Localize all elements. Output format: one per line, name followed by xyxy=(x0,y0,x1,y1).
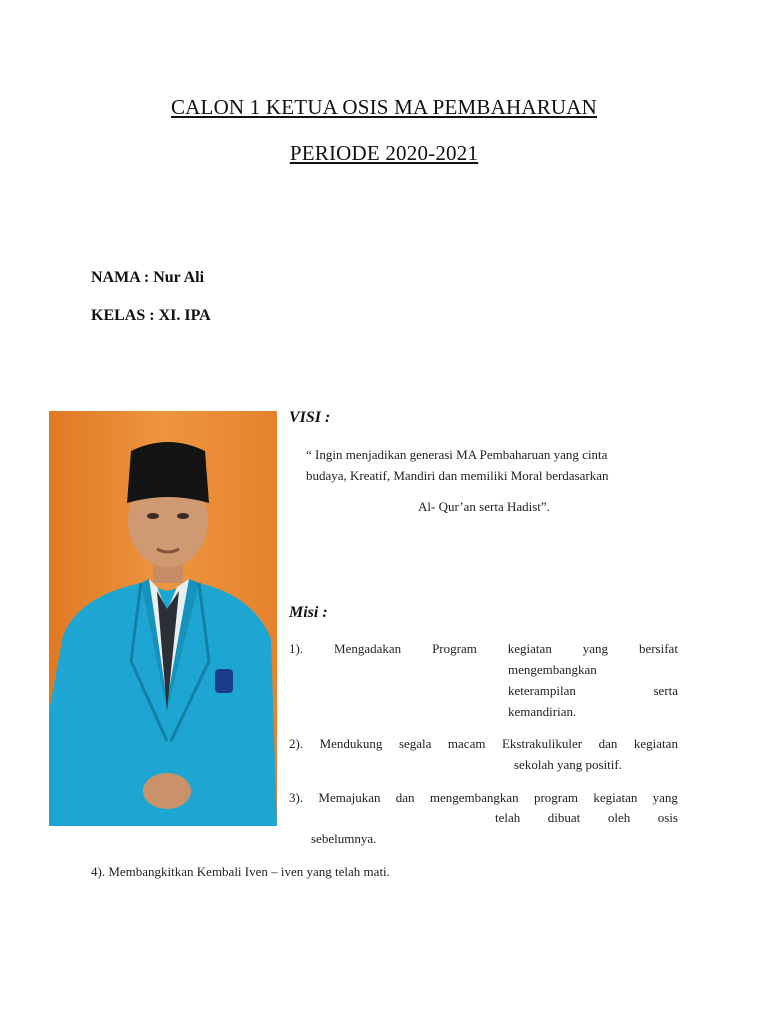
word: yang xyxy=(652,790,678,805)
word: telah xyxy=(495,810,521,825)
word: segala xyxy=(398,736,432,751)
mission-item-1-line-3 xyxy=(508,683,678,699)
word: yang xyxy=(582,641,609,656)
word: kegiatan xyxy=(633,736,678,751)
word: osis xyxy=(657,810,678,825)
mission-item-number: 1). xyxy=(289,641,304,656)
word: Mendukung xyxy=(319,736,383,751)
vision-line-3: Al- Qur’an serta Hadist”. xyxy=(418,499,550,514)
word: oleh xyxy=(607,810,631,825)
word: Ekstrakulikuler xyxy=(501,736,583,751)
mission-heading: Misi : xyxy=(289,604,328,621)
name-value: Nur Ali xyxy=(153,269,205,286)
mission-item-3-line-1 xyxy=(289,790,678,806)
mission-item-4: 4). Membangkitkan Kembali Iven – iven yang telah mati. xyxy=(91,864,390,879)
mission-item-1-line-1 xyxy=(289,641,678,657)
word: Memajukan xyxy=(318,790,381,805)
mission-item-2-line-1 xyxy=(289,736,678,752)
class-label: KELAS : xyxy=(91,307,155,324)
word: kegiatan xyxy=(593,790,638,805)
candidate-class-field xyxy=(91,307,211,325)
word: serta xyxy=(653,683,678,698)
word: macam xyxy=(447,736,486,751)
mission-item-1-line-4: kemandirian. xyxy=(508,704,577,719)
vision-heading: VISI : xyxy=(289,409,331,426)
word: Mengadakan xyxy=(334,641,402,656)
mission-item-3-line-3: sebelumnya. xyxy=(311,831,377,846)
vision-text xyxy=(306,444,676,486)
vision-line-2: budaya, Kreatif, Mandiri dan memiliki Moral berdasarkan xyxy=(306,468,609,483)
class-value: XI. IPA xyxy=(158,307,211,324)
word: Program xyxy=(432,641,477,656)
mission-item-2-line-2: sekolah yang positif. xyxy=(514,757,622,772)
word: dan xyxy=(598,736,618,751)
word: keterampilan xyxy=(508,683,576,698)
candidate-name-field xyxy=(91,269,204,287)
word: mengembangkan xyxy=(429,790,519,805)
word: dan xyxy=(395,790,415,805)
name-label: NAMA : xyxy=(91,269,150,286)
page-title: CALON 1 KETUA OSIS MA PEMBAHARUAN xyxy=(170,95,598,119)
mission-item-number: 3). xyxy=(289,790,304,805)
mission-item-1-line-2: mengembangkan xyxy=(508,662,597,677)
mission-item-3-line-2 xyxy=(495,810,678,826)
word: kegiatan xyxy=(507,641,552,656)
page-subtitle-period: PERIODE 2020-2021 xyxy=(289,141,479,165)
word: bersifat xyxy=(638,641,678,656)
mission-item-number: 2). xyxy=(289,736,304,751)
word: program xyxy=(533,790,579,805)
candidate-photo xyxy=(49,411,277,826)
word: dibuat xyxy=(547,810,581,825)
vision-line-1: “ Ingin menjadikan generasi MA Pembaharuan yang cinta xyxy=(306,447,608,462)
